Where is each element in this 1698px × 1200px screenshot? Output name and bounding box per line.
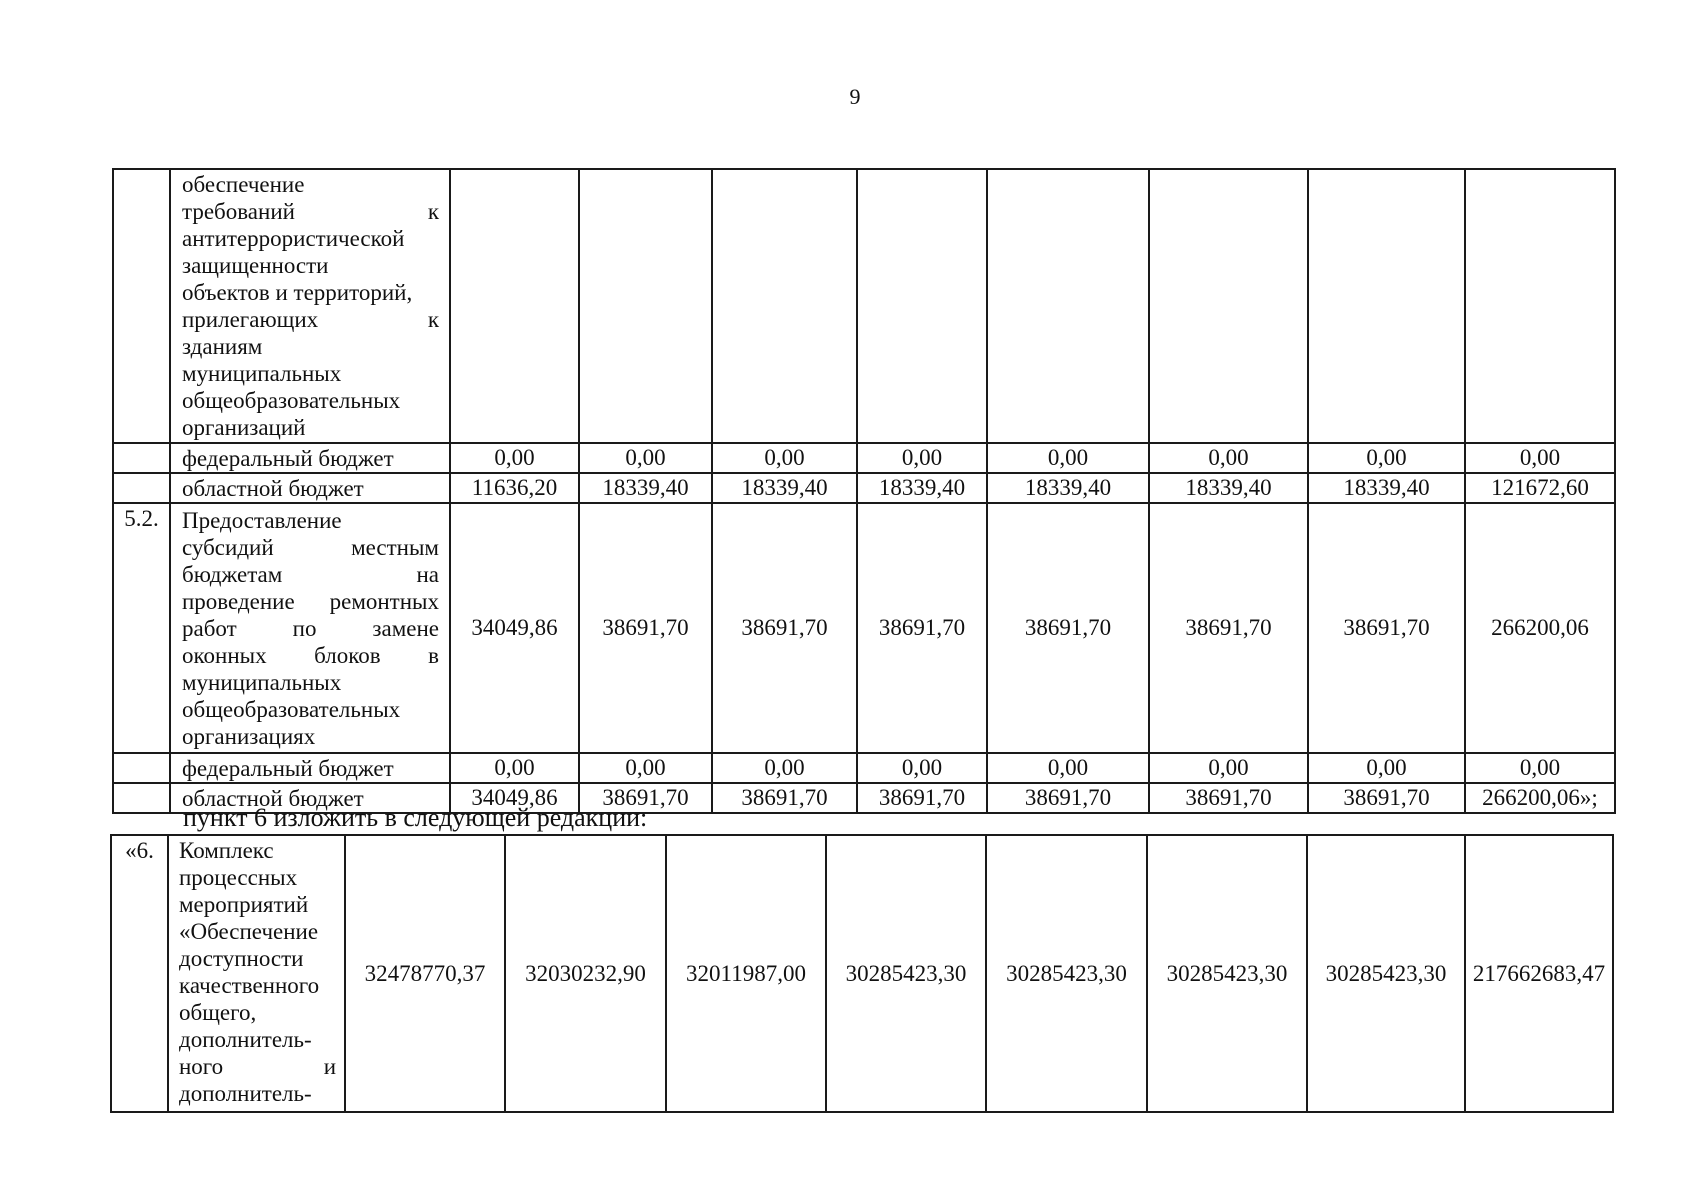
row-index bbox=[113, 169, 170, 443]
description-word: общеобразовательных bbox=[182, 388, 401, 413]
value-cell: 32030232,90 bbox=[505, 835, 666, 1112]
description-word: доступности bbox=[179, 946, 304, 971]
description-word: прилегающих bbox=[182, 307, 319, 332]
description-line bbox=[179, 1026, 336, 1053]
activity-description bbox=[168, 835, 345, 1112]
row-index: 5.2. bbox=[113, 503, 170, 753]
table-row-item-5-2 bbox=[113, 503, 1615, 753]
value-cell: 38691,70 bbox=[1308, 783, 1465, 813]
description-word: объектов и территорий, bbox=[182, 280, 413, 305]
value-cell: 0,00 bbox=[1149, 443, 1308, 473]
value-cell: 38691,70 bbox=[1149, 503, 1308, 753]
row-index: «6. bbox=[111, 835, 168, 1112]
description-word: блоков bbox=[314, 643, 381, 668]
description-word: ного bbox=[179, 1054, 224, 1079]
description-line bbox=[179, 891, 336, 918]
value-cell: 30285423,30 bbox=[826, 835, 986, 1112]
description-word: по bbox=[292, 616, 317, 641]
value-cell: 38691,70 bbox=[579, 783, 712, 813]
description-word: зданиям bbox=[182, 334, 263, 359]
value-cell: 34049,86 bbox=[450, 783, 579, 813]
row-label: федеральный бюджет bbox=[170, 443, 450, 473]
value-cell: 38691,70 bbox=[712, 503, 857, 753]
value-cell: 0,00 bbox=[1149, 753, 1308, 783]
activity-description bbox=[170, 503, 450, 753]
description-line bbox=[182, 333, 439, 360]
description-line bbox=[182, 225, 439, 252]
description-line bbox=[179, 945, 336, 972]
activity-description bbox=[170, 169, 450, 443]
table-row-federal-budget bbox=[113, 443, 1615, 473]
description-line bbox=[182, 723, 439, 750]
value-cell: 11636,20 bbox=[450, 473, 579, 503]
value-cell: 0,00 bbox=[987, 443, 1149, 473]
description-line bbox=[182, 642, 439, 669]
description-line bbox=[182, 615, 439, 642]
description-word: Предоставление bbox=[182, 508, 342, 533]
value-cell: 0,00 bbox=[1308, 753, 1465, 783]
budget-table-item-6 bbox=[110, 834, 1614, 1113]
description-line bbox=[179, 918, 336, 945]
description-word: работ bbox=[182, 616, 237, 641]
description-word: антитеррористической bbox=[182, 226, 405, 251]
table-row-regional-budget bbox=[113, 473, 1615, 503]
value-cell: 18339,40 bbox=[987, 473, 1149, 503]
value-cell: 18339,40 bbox=[712, 473, 857, 503]
table-row-continuation bbox=[113, 169, 1615, 443]
description-line bbox=[182, 360, 439, 387]
description-word: общего, bbox=[179, 1000, 257, 1025]
budget-table-continued bbox=[112, 168, 1616, 814]
description-line bbox=[179, 864, 336, 891]
description-word: дополнитель- bbox=[179, 1027, 312, 1052]
value-cell: 32011987,00 bbox=[666, 835, 826, 1112]
description-word: «Обеспечение bbox=[179, 919, 319, 944]
description-line bbox=[182, 306, 439, 333]
description-word: организаций bbox=[182, 415, 306, 440]
description-line bbox=[182, 414, 439, 441]
description-line bbox=[182, 198, 439, 225]
value-cell: 38691,70 bbox=[579, 503, 712, 753]
description-word: требований bbox=[182, 199, 295, 224]
value-cell: 38691,70 bbox=[987, 783, 1149, 813]
description-word: дополнитель- bbox=[179, 1081, 312, 1106]
description-line bbox=[179, 999, 336, 1026]
description-line bbox=[182, 561, 439, 588]
description-word: ремонтных bbox=[329, 589, 439, 614]
description-word: процессных bbox=[179, 865, 298, 890]
value-cell: 0,00 bbox=[450, 443, 579, 473]
value-cell: 0,00 bbox=[450, 753, 579, 783]
value-cell: 38691,70 bbox=[1149, 783, 1308, 813]
value-cell: 0,00 bbox=[987, 753, 1149, 783]
value-cell: 38691,70 bbox=[987, 503, 1149, 753]
value-cell: 0,00 bbox=[1308, 443, 1465, 473]
value-cell: 121672,60 bbox=[1465, 473, 1615, 503]
description-word: Комплекс bbox=[179, 838, 274, 863]
value-cell: 266200,06»; bbox=[1465, 783, 1615, 813]
value-cell: 0,00 bbox=[579, 753, 712, 783]
description-word: организациях bbox=[182, 724, 316, 749]
value-cell: 217662683,47 bbox=[1465, 835, 1613, 1112]
table-row-item-6 bbox=[111, 835, 1613, 1112]
description-word: субсидий bbox=[182, 535, 274, 560]
value-cell: 38691,70 bbox=[857, 503, 987, 753]
value-cell: 18339,40 bbox=[579, 473, 712, 503]
value-cell: 38691,70 bbox=[857, 783, 987, 813]
value-cell: 34049,86 bbox=[450, 503, 579, 753]
value-cell: 38691,70 bbox=[1308, 503, 1465, 753]
description-word: защищенности bbox=[182, 253, 329, 278]
value-cell: 38691,70 bbox=[712, 783, 857, 813]
description-word: и bbox=[323, 1054, 336, 1079]
value-cell: 0,00 bbox=[712, 443, 857, 473]
description-word: замене bbox=[372, 616, 439, 641]
description-word: оконных bbox=[182, 643, 267, 668]
value-cell: 0,00 bbox=[579, 443, 712, 473]
description-line bbox=[182, 534, 439, 561]
description-word: бюджетам bbox=[182, 562, 283, 587]
value-cell: 0,00 bbox=[1465, 753, 1615, 783]
description-line bbox=[182, 507, 439, 534]
value-cell: 32478770,37 bbox=[345, 835, 505, 1112]
description-line bbox=[179, 837, 336, 864]
row-label: федеральный бюджет bbox=[170, 753, 450, 783]
description-word: общеобразовательных bbox=[182, 697, 401, 722]
description-word: в bbox=[428, 643, 439, 668]
description-line bbox=[182, 696, 439, 723]
amendment-statement: пункт 6 изложить в следующей редакции: bbox=[183, 803, 648, 832]
description-word: к bbox=[427, 307, 439, 332]
description-line bbox=[182, 387, 439, 414]
description-line bbox=[182, 279, 439, 306]
page-number: 9 bbox=[849, 84, 861, 109]
value-cell: 0,00 bbox=[712, 753, 857, 783]
description-word: местным bbox=[351, 535, 439, 560]
value-cell: 18339,40 bbox=[1149, 473, 1308, 503]
value-cell: 18339,40 bbox=[857, 473, 987, 503]
value-cell: 266200,06 bbox=[1465, 503, 1615, 753]
description-word: проведение bbox=[182, 589, 295, 614]
value-cell: 30285423,30 bbox=[1307, 835, 1465, 1112]
description-line bbox=[182, 669, 439, 696]
description-word: обеспечение bbox=[182, 172, 305, 197]
description-line bbox=[179, 1053, 336, 1080]
description-line bbox=[179, 1080, 336, 1107]
value-cell: 18339,40 bbox=[1308, 473, 1465, 503]
description-line bbox=[179, 972, 336, 999]
description-line bbox=[182, 252, 439, 279]
description-word: муниципальных bbox=[182, 361, 342, 386]
row-label: областной бюджет bbox=[170, 473, 450, 503]
description-word: к bbox=[427, 199, 439, 224]
value-cell: 0,00 bbox=[857, 443, 987, 473]
description-word: на bbox=[416, 562, 439, 587]
row-label: областной бюджет bbox=[170, 783, 450, 813]
table-row-federal-budget bbox=[113, 753, 1615, 783]
value-cell: 30285423,30 bbox=[1147, 835, 1307, 1112]
description-word: мероприятий bbox=[179, 892, 309, 917]
description-word: качественного bbox=[179, 973, 320, 998]
value-cell: 0,00 bbox=[857, 753, 987, 783]
value-cell: 0,00 bbox=[1465, 443, 1615, 473]
description-line bbox=[182, 171, 439, 198]
description-word: муниципальных bbox=[182, 670, 342, 695]
value-cell: 30285423,30 bbox=[986, 835, 1147, 1112]
description-line bbox=[182, 588, 439, 615]
